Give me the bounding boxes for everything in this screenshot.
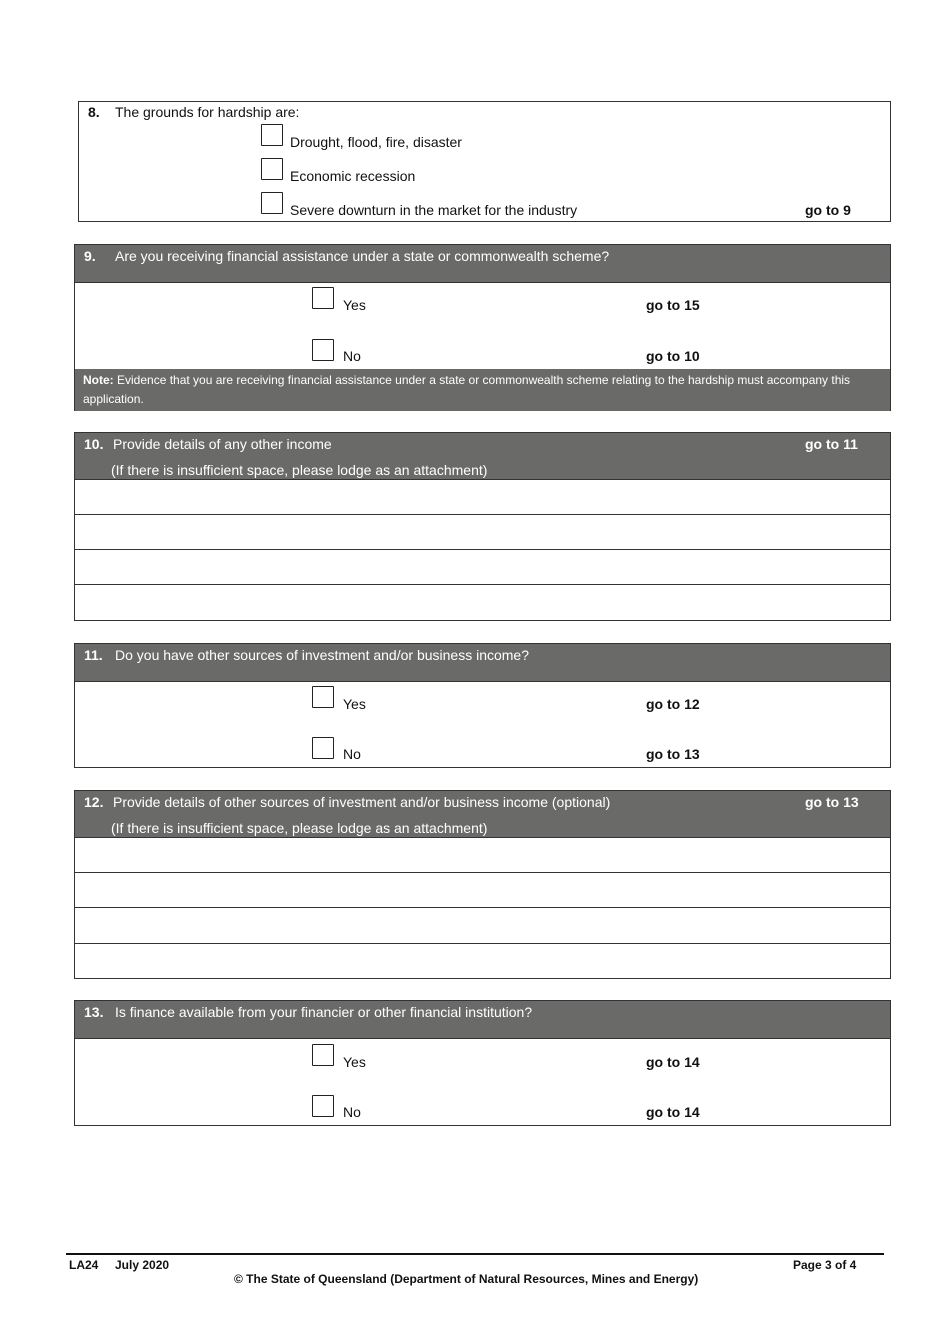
- q11-no-label: No: [343, 746, 361, 762]
- investment-details-line-1[interactable]: [75, 838, 890, 872]
- q9-yes-label: Yes: [343, 297, 366, 313]
- q13-no-goto: go to 14: [646, 1104, 700, 1120]
- footer-rule: [66, 1253, 884, 1255]
- checkbox-drought[interactable]: [261, 124, 283, 146]
- question-12-subtext: (If there is insufficient space, please lodge as an attachment): [111, 820, 488, 836]
- question-10-text: Provide details of any other income: [113, 436, 332, 452]
- question-12-text: Provide details of other sources of investment and/or business income (optional): [113, 794, 611, 810]
- divider: [75, 1038, 890, 1039]
- investment-details-line-2[interactable]: [75, 873, 890, 907]
- checkbox-severe-downturn[interactable]: [261, 192, 283, 214]
- divider: [75, 681, 890, 682]
- option-economic-recession-label: Economic recession: [290, 168, 416, 184]
- question-12-number: 12.: [84, 794, 104, 810]
- question-8-section: [78, 101, 891, 222]
- question-12-goto: go to 13: [805, 794, 859, 810]
- q9-note-text: Evidence that you are receiving financial assistance under a state or commonwealth scheme relating to the hardship must accompany this application.: [83, 373, 851, 406]
- footer-date: July 2020: [115, 1258, 170, 1272]
- question-9-text: Are you receiving financial assistance under a state or commonwealth scheme?: [115, 248, 610, 264]
- question-8-text: The grounds for hardship are:: [115, 104, 300, 120]
- checkbox-q11-no[interactable]: [312, 737, 334, 759]
- question-11-number: 11.: [84, 647, 103, 663]
- divider: [75, 282, 890, 283]
- question-9-header: [75, 245, 890, 282]
- question-10-number: 10.: [84, 436, 104, 452]
- question-11-text: Do you have other sources of investment and/or business income?: [115, 647, 530, 663]
- footer-form-id: LA24: [69, 1258, 99, 1272]
- question-11-header: [75, 644, 890, 681]
- q11-yes-label: Yes: [343, 696, 366, 712]
- option-drought-label: Drought, flood, fire, disaster: [290, 134, 462, 150]
- question-10-goto: go to 11: [805, 436, 858, 452]
- q13-yes-label: Yes: [343, 1054, 366, 1070]
- q9-no-label: No: [343, 348, 361, 364]
- footer-copyright: © The State of Queensland (Department of Natural Resources, Mines and Energy): [234, 1272, 699, 1286]
- checkbox-economic-recession[interactable]: [261, 158, 283, 180]
- question-12-section: [74, 790, 891, 979]
- q13-yes-goto: go to 14: [646, 1054, 700, 1070]
- question-12-header: [75, 791, 890, 837]
- question-11-section: [74, 643, 891, 768]
- q9-no-goto: go to 10: [646, 348, 700, 364]
- footer-page-number: Page 3 of 4: [793, 1258, 857, 1272]
- checkbox-q9-yes[interactable]: [312, 287, 334, 309]
- question-13-number: 13.: [84, 1004, 104, 1020]
- investment-details-line-3[interactable]: [75, 908, 890, 942]
- question-10-section: [74, 432, 891, 621]
- checkbox-q11-yes[interactable]: [312, 686, 334, 708]
- checkbox-q9-no[interactable]: [312, 339, 334, 361]
- question-13-text: Is finance available from your financier or other financial institution?: [115, 1004, 533, 1020]
- q11-no-goto: go to 13: [646, 746, 700, 762]
- income-details-line-1[interactable]: [75, 480, 890, 514]
- question-8-number: 8.: [88, 104, 100, 120]
- q13-no-label: No: [343, 1104, 361, 1120]
- question-9-number: 9.: [84, 248, 96, 264]
- income-details-line-2[interactable]: [75, 515, 890, 549]
- checkbox-q13-no[interactable]: [312, 1095, 334, 1117]
- q9-yes-goto: go to 15: [646, 297, 700, 313]
- checkbox-q13-yes[interactable]: [312, 1044, 334, 1066]
- q9-note: [75, 369, 890, 411]
- income-details-line-4[interactable]: [75, 585, 890, 620]
- investment-details-line-4[interactable]: [75, 944, 890, 978]
- question-10-header: [75, 433, 890, 479]
- question-9-section: [74, 244, 891, 411]
- income-details-line-3[interactable]: [75, 550, 890, 584]
- question-13-section: [74, 1000, 891, 1126]
- question-13-header: [75, 1001, 890, 1038]
- option-severe-downturn-label: Severe downturn in the market for the industry: [290, 202, 578, 218]
- q11-yes-goto: go to 12: [646, 696, 700, 712]
- question-10-subtext: (If there is insufficient space, please lodge as an attachment): [111, 462, 488, 478]
- question-8-goto: go to 9: [805, 202, 851, 218]
- q9-note-label: Note:: [83, 373, 114, 387]
